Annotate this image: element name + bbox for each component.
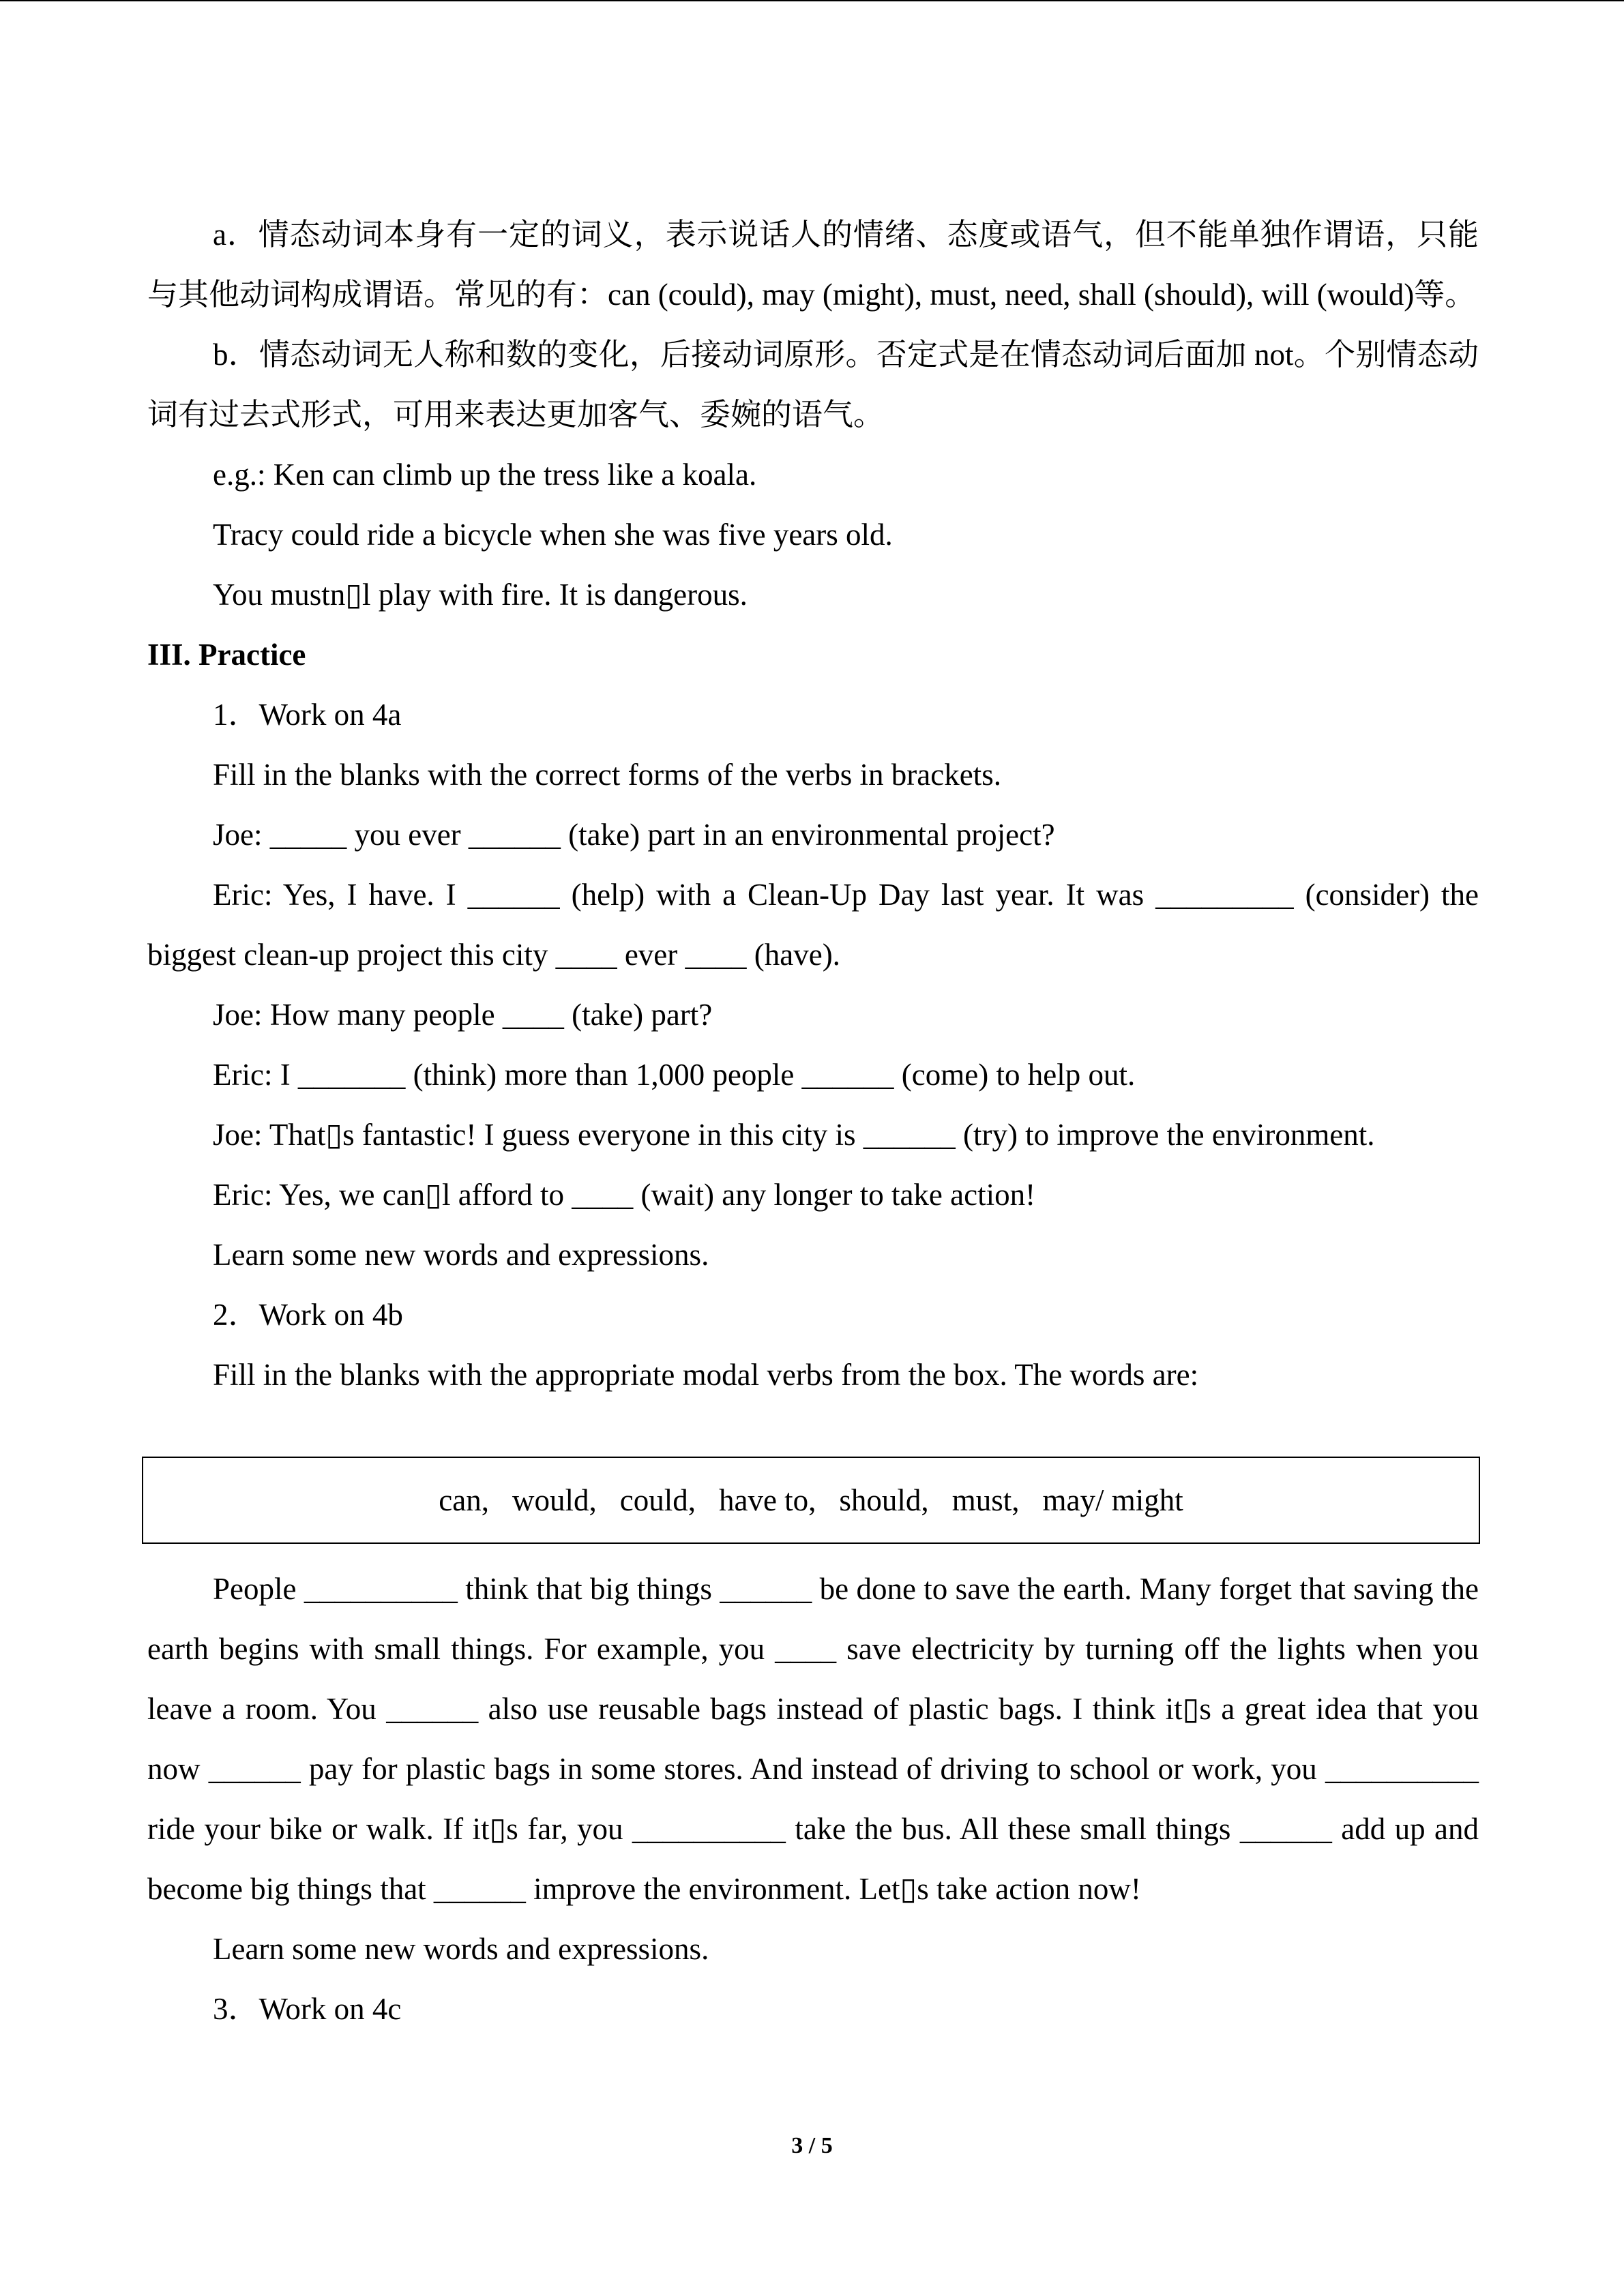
example-line-2: Tracy could ride a bicycle when she was five years old.	[213, 518, 893, 552]
example-line-1: e.g.: Ken can climb up the tress like a koala.	[213, 458, 757, 492]
dialogue-line: Eric: Yes, I have. I ______ (help) with a Clean-Up Day last year. It was _________ (consider) the biggest clean-up project this city ____ ever ____ (have).	[147, 878, 1479, 972]
practice-1-instruction: Fill in the blanks with the correct forms of the verbs in brackets.	[213, 758, 1001, 792]
dialogue-line: Eric: I _______ (think) more than 1,000 people ______ (come) to help out.	[213, 1058, 1136, 1092]
practice-item-1-title: 1．Work on 4a	[213, 698, 402, 732]
rule-b-paragraph: b．情态动词无人称和数的变化，后接动词原形。否定式是在情态动词后面加 not。个别情态动词有过去式形式，可用来表达更加客气、委婉的语气。	[147, 338, 1479, 432]
box-word: would,	[512, 1483, 597, 1517]
top-border-line	[0, 0, 1624, 1]
word-box	[142, 1457, 1480, 1544]
box-word: could,	[619, 1483, 696, 1517]
box-word: may/ might	[1042, 1483, 1183, 1517]
learn-words-note: Learn some new words and expressions.	[213, 1932, 709, 1966]
dialogue-line: Eric: Yes, we can▯l afford to ____ (wait) any longer to take action!	[213, 1178, 1036, 1212]
passage-section	[147, 1559, 1479, 2039]
example-line-3: You mustn▯l play with fire. It is dangerous.	[213, 578, 748, 612]
section-heading: III. Practice	[147, 638, 306, 672]
rule-a-paragraph: a．情态动词本身有一定的词义，表示说话人的情绪、态度或语气，但不能单独作谓语，只能与其他动词构成谓语。常见的有：can (could), may (might), must, need, shall (should), will (would)等。	[147, 218, 1479, 312]
box-word: should,	[839, 1483, 929, 1517]
box-word: have to,	[718, 1483, 816, 1517]
document-body	[147, 205, 1479, 1405]
fill-in-passage: People __________ think that big things ______ be done to save the earth. Many forget that saving the earth begins with small things. For example, you ____ save electricity by turning off the lights when you leave a room. You ______ also use reusable bags instead of plastic bags. I think it▯s a great idea that you now ______ pay for plastic bags in some stores. And instead of driving to school or work, you __________ ride your bike or walk. If it▯s far, you __________ take the bus. All these small things ______ add up and become big things that ______ improve the environment. Let▯s take action now!	[147, 1572, 1479, 1906]
dialogue-line: Joe: _____ you ever ______ (take) part in an environmental project?	[213, 818, 1055, 852]
box-word: can,	[439, 1483, 489, 1517]
page-number: 3 / 5	[791, 2133, 833, 2158]
practice-2-instruction: Fill in the blanks with the appropriate modal verbs from the box. The words are:	[213, 1358, 1199, 1392]
learn-words-note: Learn some new words and expressions.	[213, 1238, 709, 1272]
dialogue-line: Joe: That▯s fantastic! I guess everyone in this city is ______ (try) to improve the environment.	[213, 1118, 1375, 1152]
box-word: must,	[951, 1483, 1020, 1517]
dialogue-line: Joe: How many people ____ (take) part?	[213, 998, 713, 1032]
practice-item-3-title: 3．Work on 4c	[213, 1992, 402, 2026]
practice-item-2-title: 2．Work on 4b	[213, 1298, 403, 1332]
